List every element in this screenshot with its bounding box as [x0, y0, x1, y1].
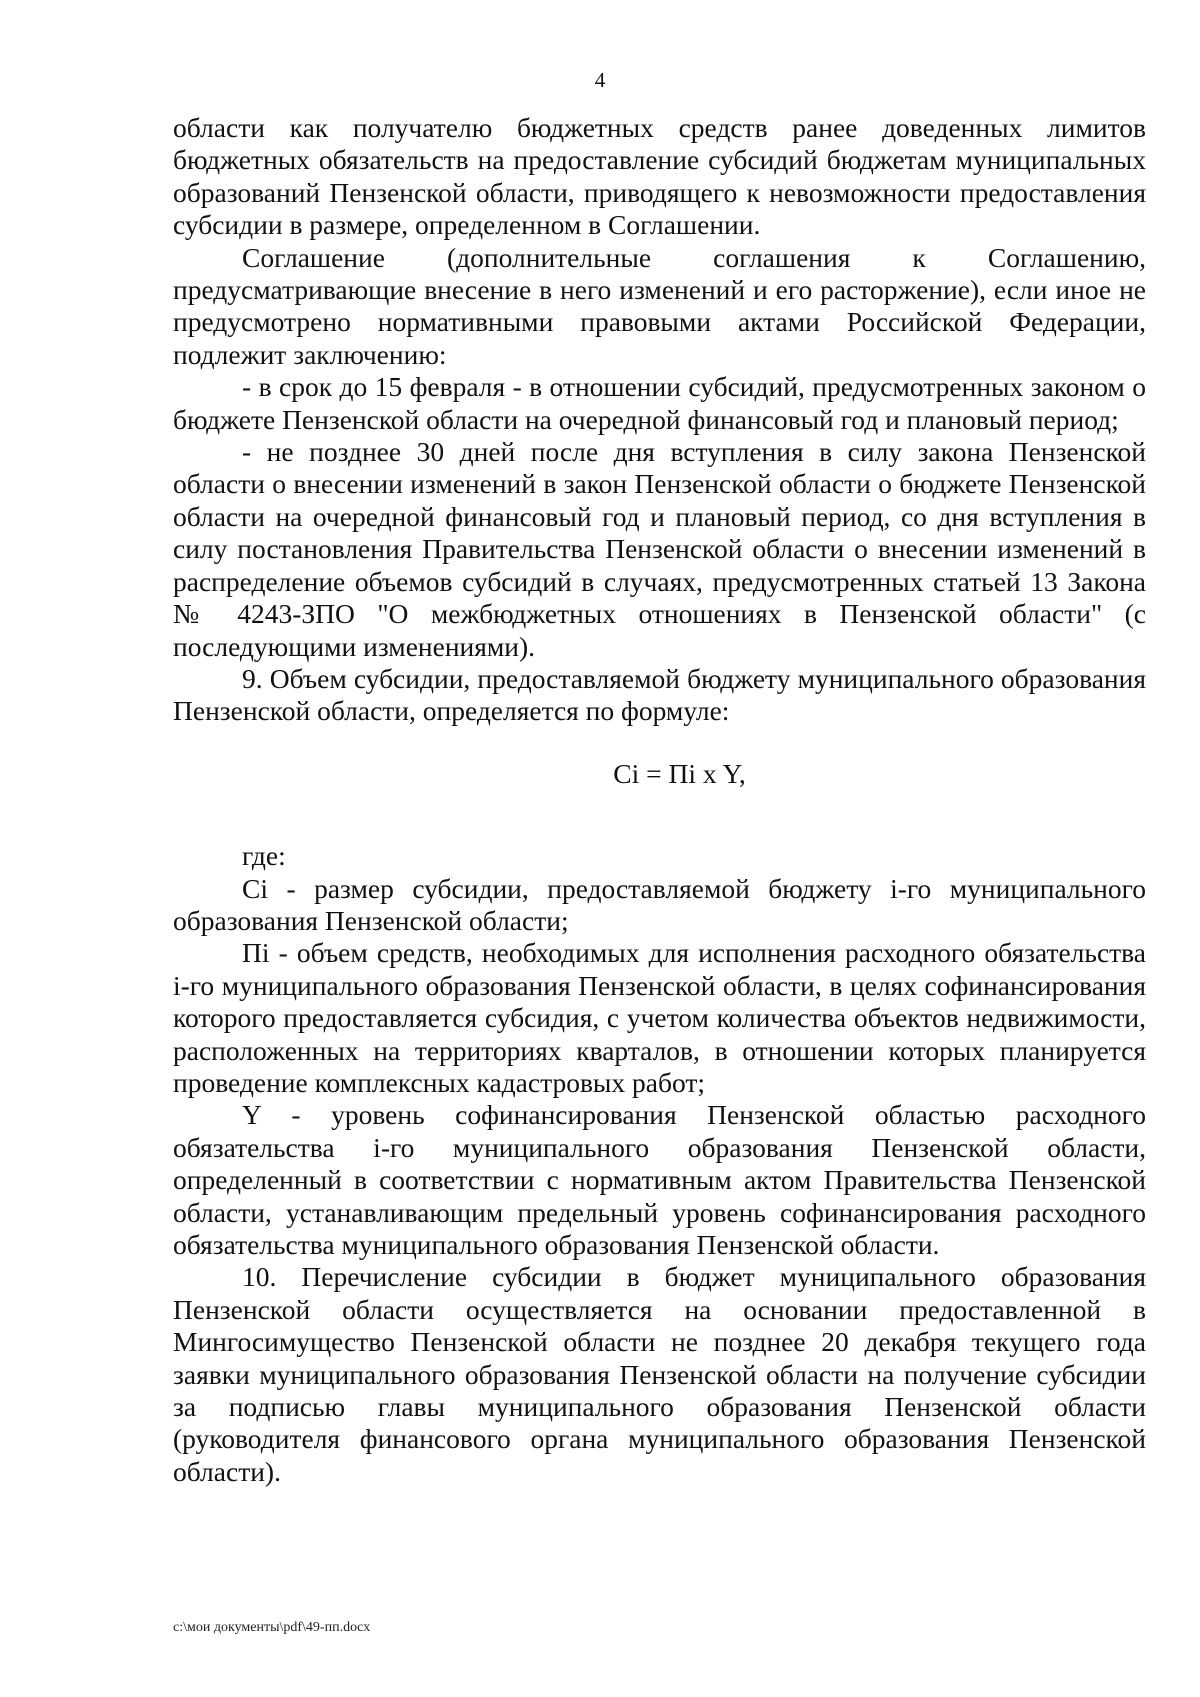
formula: Ci = Пi x Y,	[613, 757, 746, 789]
paragraph: Ci - размер субсидии, предоставляемой бюджету i-го муниципального образования Пензенской области;	[173, 872, 1146, 936]
paragraph: - в срок до 15 февраля - в отношении субсидий, предусмотренных законом о бюджете Пензенской области на очередной финансовый год и плановый период;	[173, 371, 1146, 435]
paragraph: - не позднее 30 дней после дня вступления в силу закона Пензенской области о внесении изменений в закон Пензенской области о бюджете Пензенской области на очередной финансовый год и плановый период, со дня вступления в силу постановления Правительства Пензенской области о внесении изменений в распределение объемов субсидий в случаях, предусмотренных статьей 13 Закона № 4243-ЗПО "О межбюджетных отношениях в Пензенской области" (с последующими изменениями).	[173, 436, 1146, 662]
document-body	[173, 112, 1146, 1488]
page-number: 4	[594, 68, 606, 92]
paragraph: Соглашение (дополнительные соглашения к Соглашению, предусматривающие внесение в него изменений и его расторжение), если иное не предусмотрено нормативными правовыми актами Российской Федерации, подлежит заключению:	[173, 241, 1146, 370]
paragraph: где:	[242, 840, 286, 872]
paragraph: 10. Перечисление субсидии в бюджет муниципального образования Пензенской области осуществляется на основании предоставленной в Мингосимущество Пензенской области не позднее 20 декабря текущего года заявки муниципального образования Пензенской области на получение субсидии за подписью главы муниципального образования Пензенской области (руководителя финансового органа муниципального образования Пензенской области).	[173, 1261, 1146, 1487]
footer-file-path: c:\мои документы\pdf\49-пп.docx	[173, 1620, 371, 1635]
paragraph: области как получателю бюджетных средств ранее доведенных лимитов бюджетных обязательств на предоставление субсидий бюджетам муниципальных образований Пензенской области, приводящего к невозможности предоставления субсидии в размере, определенном в Соглашении.	[173, 112, 1146, 241]
paragraph: 9. Объем субсидии, предоставляемой бюджету муниципального образования Пензенской области, определяется по формуле:	[173, 662, 1146, 727]
paragraph: Пi - объем средств, необходимых для исполнения расходного обязательства i-го муниципального образования Пензенской области, в целях софинансирования которого предоставляется субсидия, с учетом количества объектов недвижимости, расположенных на территориях кварталов, в отношении которых планируется проведение комплексных кадастровых работ;	[173, 937, 1146, 1098]
paragraph: Y - уровень софинансирования Пензенской областью расходного обязательства i-го муниципального образования Пензенской области, определенный в соответствии с нормативным актом Правительства Пензенской области, устанавливающим предельный уровень софинансирования расходного обязательства муниципального образования Пензенской области.	[173, 1099, 1146, 1260]
